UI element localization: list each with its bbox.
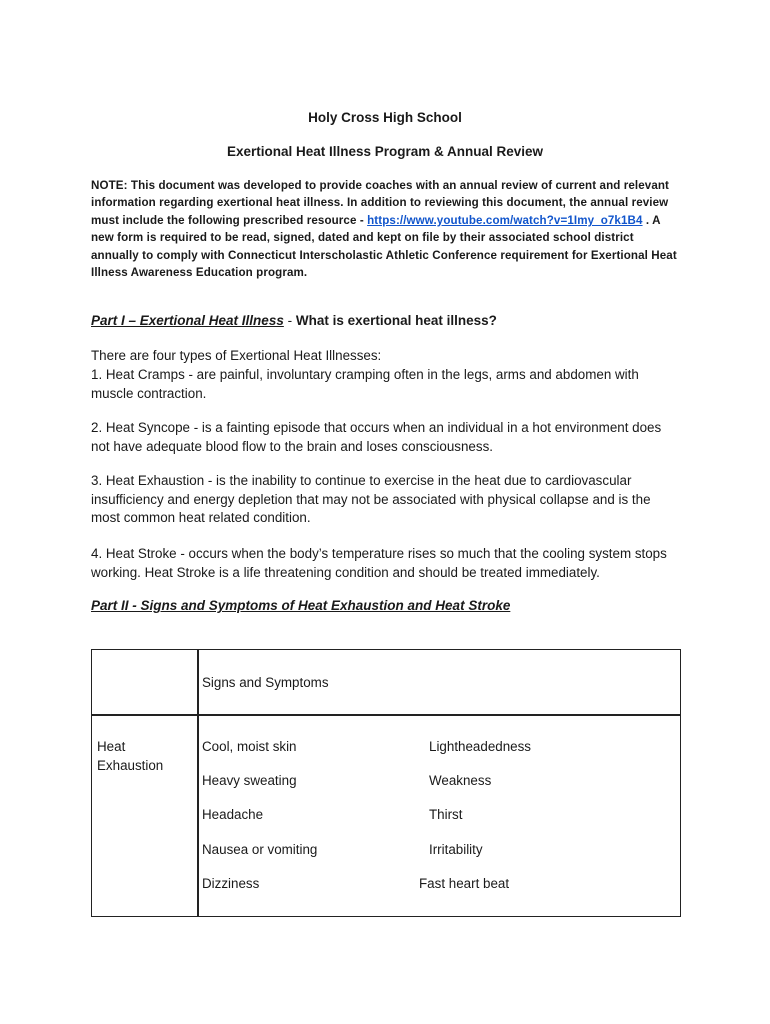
part1-heading — [91, 313, 497, 328]
symptom-left: Cool, moist skin — [202, 739, 297, 754]
symptom-left: Dizziness — [202, 876, 260, 891]
symptom-right: Lightheadedness — [429, 739, 532, 754]
symptom-right: Fast heart beat — [419, 876, 510, 891]
part1-separator: - — [283, 313, 296, 328]
table-column-divider — [197, 650, 199, 916]
part1-subtitle: What is exertional heat illness? — [295, 313, 497, 328]
note-paragraph — [91, 177, 681, 281]
document-title: Exertional Heat Illness Program & Annual Review — [226, 144, 544, 159]
part1-title: Part I – Exertional Heat Illness — [91, 313, 284, 328]
school-name: Holy Cross High School — [308, 110, 462, 125]
symptom-right: Irritability — [429, 842, 483, 857]
part2-title: Part II - Signs and Symptoms of Heat Exhaustion and Heat Stroke — [91, 598, 511, 613]
row-label: Heat Exhaustion — [97, 739, 164, 773]
heat-syncope-item: 2. Heat Syncope - is a fainting episode that occurs when an individual in a hot environment does not have adequate blood flow to the brain and loses consciousness. — [91, 420, 662, 454]
table-row-divider — [92, 714, 680, 716]
heat-cramps-item: 1. Heat Cramps - are painful, involuntary cramping often in the legs, arms and abdomen with muscle contraction. — [91, 367, 639, 401]
symptom-right: Thirst — [429, 807, 463, 822]
part2-heading — [91, 598, 510, 613]
symptom-left: Headache — [202, 807, 264, 822]
note-tail: . A new form is required to be read, signed, dated and kept on file by their associated school district annually to comply with Connecticut Interscholastic Athletic Conference requirement for Exertional Heat Illness Awareness Education program. — [91, 213, 677, 280]
note-lead: NOTE: This document was developed to provide coaches with an annual review of current and relevant information regarding exertional heat illness. In addition to reviewing this document, the annual review must include the following prescribed resource - — [91, 179, 670, 227]
signs-symptoms-table — [91, 649, 681, 917]
symptom-left: Nausea or vomiting — [202, 842, 318, 857]
part1-intro: There are four types of Exertional Heat Illnesses: — [91, 348, 382, 363]
heat-exhaustion-item: 3. Heat Exhaustion - is the inability to continue to exercise in the heat due to cardiovascular insufficiency and energy depletion that may not be associated with physical collapse and is the most common heat related condition. — [91, 473, 651, 525]
symptom-right: Weakness — [429, 773, 492, 788]
symptom-left: Heavy sweating — [202, 773, 297, 788]
heat-stroke-item: 4. Heat Stroke - occurs when the body’s temperature rises so much that the cooling system stops working. Heat Stroke is a life threatening condition and should be treated immediately. — [91, 546, 667, 580]
resource-link[interactable]: https://www.youtube.com/watch?v=1Imy_o7k1B4 — [367, 213, 643, 227]
table-header: Signs and Symptoms — [202, 675, 329, 690]
